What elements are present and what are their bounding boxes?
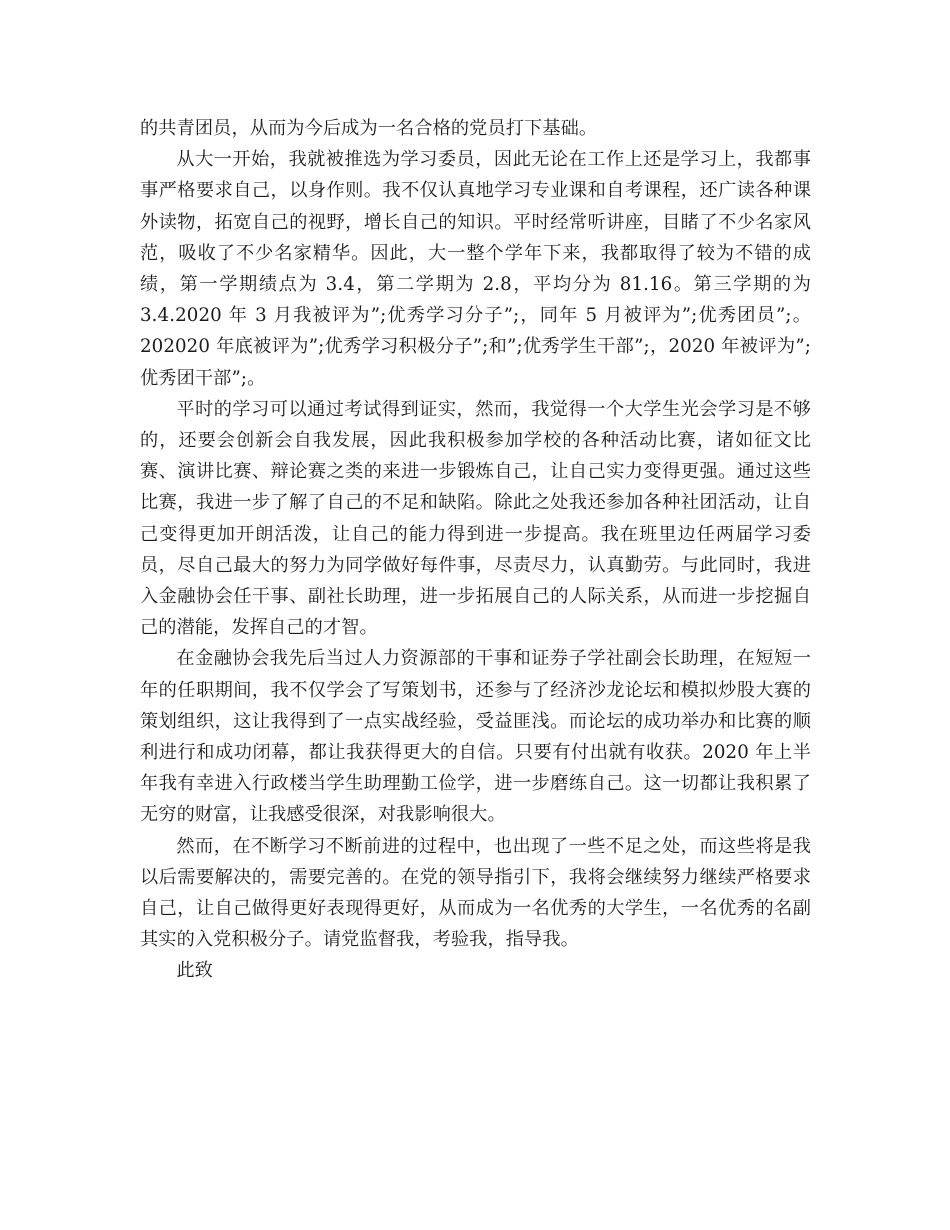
paragraph-study-committee: 从大一开始，我就被推选为学习委员，因此无论在工作上还是学习上，我都事事严格要求自己，以身作则。我不仅认真地学习专业课和自考课程，还广读各种课外读物，拓宽自己的视野，增长自己的知识。平时经常听讲座，目睹了不少名家风范，吸收了不少名家精华。因此，大一整个学年下来，我都取得了较为不错的成绩，第一学期绩点为 3.4，第二学期为 2.8，平均分为 81.16。第三学期的为 3.4.2020 年 3 月我被评为”;优秀学习分子”;，同年 5 月被评为”;优秀团员”;。202020 年底被评为”;优秀学习积极分子”;和”;优秀学生干部”;，2020 年被评为”;优秀团干部”;。 [140, 149, 811, 389]
paragraph-continuation: 的共青团员，从而为今后成为一名合格的党员打下基础。 [140, 118, 598, 139]
paragraph-shortcomings: 然而，在不断学习不断前进的过程中，也出现了一些不足之处，而这些将是我以后需要解决的，需要完善的。在党的领导指引下，我将会继续努力继续严格要求自己，让自己做得更好表现得更好，从而成为一名优秀的大学生，一名优秀的名副其实的入党积极分子。请党监督我，考验我，指导我。 [140, 835, 811, 951]
paragraph-activities: 平时的学习可以通过考试得到证实，然而，我觉得一个大学生光会学习是不够的，还要会创新会自我发展，因此我积极参加学校的各种活动比赛，诸如征文比赛、演讲比赛、辩论赛之类的来进一步锻炼自己，让自己实力变得更强。通过这些比赛，我进一步了解了自己的不足和缺陷。除此之处我还参加各种社团活动，让自己变得更加开朗活泼，让自己的能力得到进一步提高。我在班里边任两届学习委员，尽自己最大的努力为同学做好每件事，尽责尽力，认真勤劳。与此同时，我进入金融协会任干事、副社长助理，进一步拓展自己的人际关系，从而进一步挖掘自己的潜能，发挥自己的才智。 [140, 398, 811, 639]
paragraph-closing-salutation: 此致 [176, 960, 213, 982]
paragraph-finance-association: 在金融协会我先后当过人力资源部的干事和证券子学社副会长助理，在短短一年的任职期间，我不仅学会了写策划书，还参与了经济沙龙论坛和模拟炒股大赛的策划组织，这让我得到了一点实战经验，受益匪浅。而论坛的成功举办和比赛的顺利进行和成功闭幕，都让我获得更大的自信。只要有付出就有收获。2020 年上半年我有幸进入行政楼当学生助理勤工俭学，进一步磨练自己。这一切都让我积累了无穷的财富，让我感受很深，对我影响很大。 [140, 648, 811, 826]
document-body [140, 113, 811, 987]
